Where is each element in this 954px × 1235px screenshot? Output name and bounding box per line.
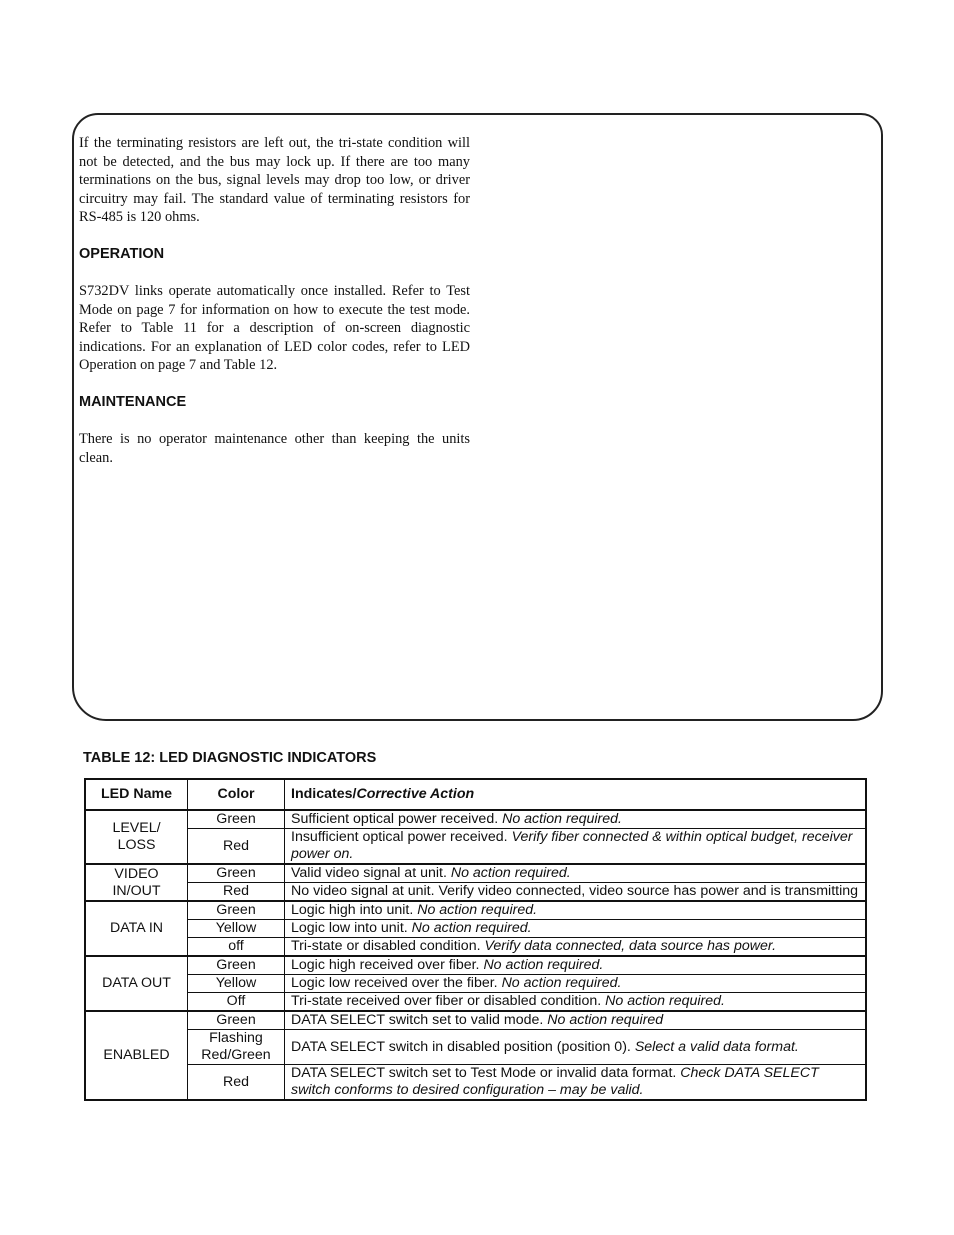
text-column [79, 134, 470, 467]
led-name-cell: DATA IN [85, 901, 188, 956]
table-row [85, 993, 866, 1012]
operation-paragraph: S732DV links operate automatically once installed. Refer to Test Mode on page 7 for information on how to execute the test mode. Refer to Table 11 for a description of on-screen diagnostic indications. For an explanation of LED color codes, refer to LED Operation on page 7 and Table 12. [79, 282, 470, 374]
indication-text: Tri-state received over fiber or disabled condition. [291, 993, 606, 1009]
indication-text: Tri-state or disabled condition. [291, 938, 485, 954]
corrective-action-text: Check DATA SELECT switch conforms to desired configuration – may be valid. [291, 1065, 819, 1098]
indication-text: Valid video signal at unit. [291, 865, 451, 881]
led-indication-cell [285, 901, 867, 920]
indication-text: DATA SELECT switch in disabled position (position 0). [291, 1038, 635, 1055]
table-row [85, 938, 866, 957]
led-color-cell: Yellow [188, 920, 285, 938]
indication-text: Insufficient optical power received. [291, 829, 512, 845]
maintenance-paragraph: There is no operator maintenance other than keeping the units clean. [79, 430, 470, 466]
corrective-action-text: No action required. [483, 957, 604, 973]
table-body [85, 810, 866, 1100]
led-color-cell: Green [188, 901, 285, 920]
termination-paragraph: If the terminating resistors are left out, the tri-state condition will not be detected, and the bus may lock up. If there are too many terminations on the bus, signal levels may drop too low, or driver circuitry may fail. The standard value of terminating resistors for RS-485 is 120 ohms. [79, 135, 470, 226]
corrective-action-text: Verify fiber connected & within optical budget, receiver power on. [291, 829, 853, 862]
header-indicates-label: Indicates/ [291, 786, 357, 802]
table-row [85, 1065, 866, 1101]
corrective-action-text: No action required. [417, 902, 538, 918]
led-color-cell: Green [188, 810, 285, 829]
table-row [85, 1011, 866, 1030]
led-name-cell: VIDEO IN/OUT [85, 864, 188, 901]
table-row [85, 956, 866, 975]
led-color-cell: Green [188, 956, 285, 975]
corrective-action-text: No action required. [501, 975, 622, 991]
led-color-cell: Off [188, 993, 285, 1012]
led-color-cell: Red [188, 829, 285, 865]
table-row [85, 829, 866, 865]
corrective-action-text: No action required. [450, 865, 571, 881]
corrective-action-text: No action required [547, 1012, 664, 1028]
table-row [85, 920, 866, 938]
led-color-cell: off [188, 938, 285, 957]
led-color-cell: Red [188, 883, 285, 902]
corrective-action-text: Verify data connected, data source has power. [484, 938, 777, 954]
led-indication-cell [285, 829, 867, 865]
led-indication-cell [285, 883, 867, 902]
led-color-cell: Green [188, 864, 285, 883]
led-name-cell: ENABLED [85, 1011, 188, 1100]
indication-text: No video signal at unit. Verify video connected, video source has power and is transmitting [291, 883, 859, 899]
led-color-cell: Yellow [188, 975, 285, 993]
corrective-action-text: No action required. [411, 920, 532, 936]
led-color-cell: Red [188, 1065, 285, 1101]
corrective-action-text: Select a valid data format. [634, 1038, 799, 1055]
corrective-action-text: No action required. [605, 993, 725, 1009]
table-row [85, 864, 866, 883]
led-color-cell: Flashing Red/Green [188, 1030, 285, 1065]
led-name-cell: LEVEL/ LOSS [85, 810, 188, 864]
led-diagnostic-table [84, 778, 867, 1101]
led-indication-cell [285, 975, 867, 993]
table-row [85, 975, 866, 993]
header-color: Color [188, 779, 285, 810]
corrective-action-text: No action required. [502, 811, 622, 827]
led-indication-cell [285, 1030, 867, 1065]
indication-text: Logic low into unit. [291, 920, 412, 936]
led-indication-cell [285, 864, 867, 883]
indication-text: Logic low received over the fiber. [291, 975, 502, 991]
indication-text: Logic high into unit. [291, 902, 418, 918]
header-indicates [285, 779, 867, 810]
led-indication-cell [285, 993, 867, 1012]
table-row [85, 810, 866, 829]
led-indication-cell [285, 810, 867, 829]
led-indication-cell [285, 920, 867, 938]
header-corrective-label: Corrective Action [356, 786, 475, 802]
table-row [85, 883, 866, 902]
led-indication-cell [285, 1011, 867, 1030]
table-row [85, 901, 866, 920]
led-color-cell: Green [188, 1011, 285, 1030]
led-name-cell: DATA OUT [85, 956, 188, 1011]
led-indication-cell [285, 938, 867, 957]
led-indication-cell [285, 1065, 867, 1101]
indication-text: DATA SELECT switch set to valid mode. [291, 1012, 548, 1028]
indication-text: Sufficient optical power received. [291, 811, 503, 827]
operation-heading: OPERATION [79, 245, 165, 262]
header-led-name: LED Name [85, 779, 188, 810]
indication-text: DATA SELECT switch set to Test Mode or invalid data format. [291, 1065, 681, 1081]
table-header-row [85, 779, 866, 810]
indication-text: Logic high received over fiber. [291, 957, 484, 973]
table-title: TABLE 12: LED DIAGNOSTIC INDICATORS [83, 750, 377, 766]
led-indication-cell [285, 956, 867, 975]
maintenance-heading: MAINTENANCE [79, 393, 187, 410]
table-row [85, 1030, 866, 1065]
